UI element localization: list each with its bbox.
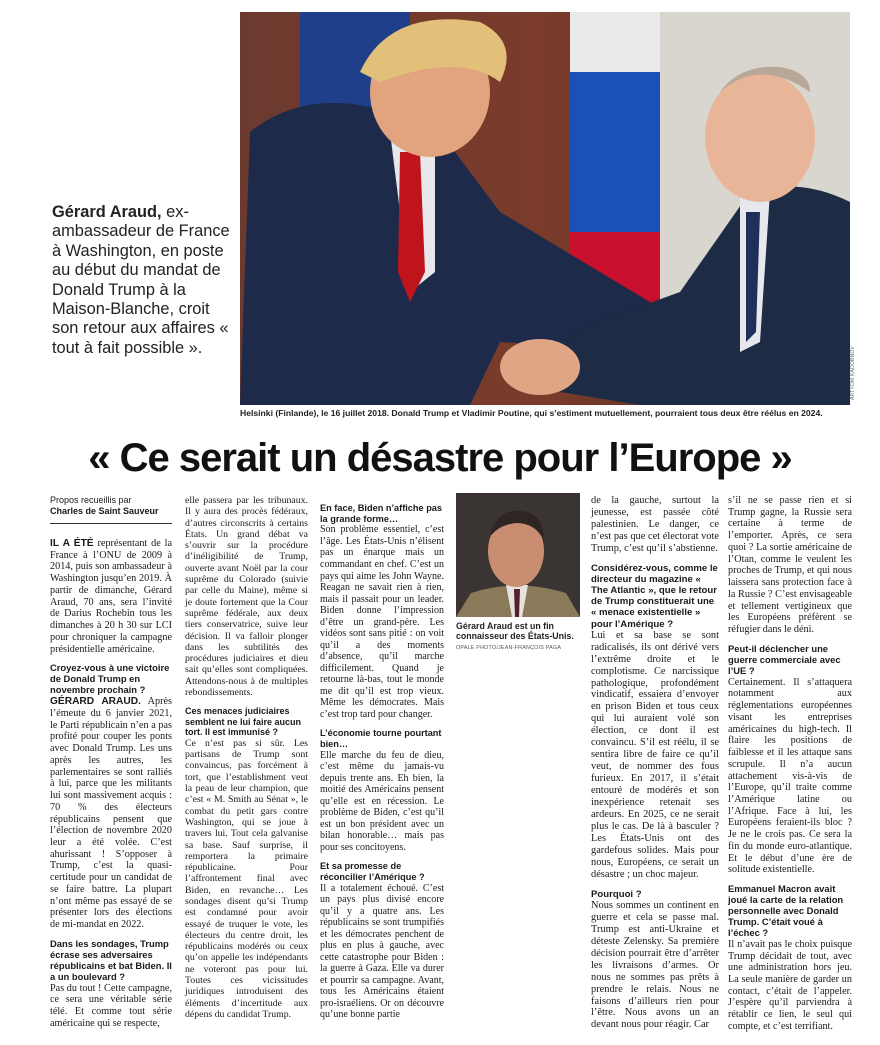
photo-illustration [240, 12, 850, 405]
answer-7: Lui et sa base se sont radicalisés, ils ont dérivé vers l’extrême droite et le complotisme. Ce narcissique pathologique, profondément vindicatif, essaiera d’envoyer en prison Biden et tous ceux qui lui auraient volé son élection, ce dont il est convaincu. S’il est réélu, il se sentira libre de faire ce qu’il veut, de nommer des fous furieux. En 2017, il s’était entouré de modérés et son inexpérience retenait ses ardeurs. En 2025, ce ne serait plus le cas. De là à basculer ? Les États-Unis ont des gardefous solides. Mais pour nous, Européens, ce serait un désastre ; un choc majeur. [591, 629, 719, 880]
question-7: Considérez-vous, comme le directeur du magazine « The Atlantic », que le retour de Trump constituerait une « menace existentielle » pour l’Amérique ? [591, 562, 718, 630]
intro-text: ex-ambassadeur de France à Washington, en poste au début du mandat de Donald Trump à la Maison-Blanche, croit son retour aux affaires « tout à fait possible ». [52, 203, 230, 357]
photo-credit: ARTYOM KADOBNOV [850, 345, 856, 400]
question-5: L’économie tourne pourtant bien… [320, 728, 442, 749]
intro-name: Gérard Araud, [52, 203, 162, 221]
column-1 [50, 495, 172, 1030]
question-4: En face, Biden n’affiche pas la grande forme… [320, 503, 443, 524]
answer-1-text: Après l’émeute du 6 janvier 2021, le Parti républicain n’en a pas profité pour couper les ponts avec Donald Trump. Les uns après les autres, les parlementaires se sont ralliés à lui, parce que les militants lui sont massivement acquis : 70 % des électeurs républicains pensent que l’élection de novembre 2020 leur a été volée. C’est ahurissant ! S’opposer à Trump, c’est la quasi-certitude pour un candidat de se faire battre. La plupart n’ont même pas essayé de se présenter lors des élections de mi-mandat en 2022. [50, 696, 172, 931]
portrait-caption: Gérard Araud est un fin connaisseur des États-Unis. [456, 621, 574, 642]
answer-5: Elle marche du feu de dieu, c’est même du jamais-vu depuis trente ans. Eh bien, la moitié des Américains pensent qu’elle est en récession. Le problème de Biden, c’est qu’il est un bon président avec un bilan honorable… mais pas pour ses concitoyens. [320, 749, 444, 853]
portrait-credit: OPALE PHOTO/JEAN-FRANÇOIS PAGA [456, 645, 562, 651]
question-10: Emmanuel Macron avait joué la carte de la relation personnelle avec Donald Trump. C’était voué à l’échec ? [728, 883, 844, 938]
byline [50, 495, 172, 524]
answer-8-start: Nous sommes un continent en guerre et cela se passe mal. Trump est anti-Ukraine et déteste Zelensky. Sa première décision pourrait être d’arrêter les livraisons d’armes. Or nous ne sommes pas prêts à prendre le relais. Nous ne faisons d’ailleurs rien pour l’être. Nous avons un an devant nous pour réagir. Car [591, 899, 719, 1031]
answer-9: Certainement. Il s’attaquera notamment aux réglementations européennes visant les entreprises américaines du high-tech. Il flaire les positions de faiblesse et il les attaque sans scrupule. Il n’a aucun attachement vis-à-vis de l’Europe, qu’il traite comme l’Amérique latine ou l’Afrique. Face à lui, les Européens feraient-ils bloc ? Je ne le crois pas. Ce sera la fin du monde euro-atlantique. Et le début d’une ère de solitude existentielle. [728, 676, 852, 876]
byline-author: Charles de Saint Sauveur [50, 506, 159, 516]
main-photo [240, 12, 850, 405]
photo-caption: Helsinki (Finlande), le 16 juillet 2018. Donald Trump et Vladimir Poutine, qui s’estiment mutuellement, pourraient tous deux être réélus en 2024. [240, 408, 823, 418]
question-3: Ces menaces judiciaires semblent ne lui faire aucun tort. Il est immunisé ? [185, 706, 302, 738]
column-3 [320, 495, 444, 1021]
portrait-illustration [456, 493, 580, 617]
headline: « Ce serait un désastre pour l’Europe » [88, 436, 792, 480]
question-8: Pourquoi ? [591, 888, 642, 900]
column-2 [185, 495, 308, 1020]
question-6: Et sa promesse de réconcilier l’Amérique ? [320, 861, 425, 882]
lead-cap: IL A ÉTÉ [50, 538, 94, 549]
answer-1 [50, 696, 172, 931]
byline-prefix: Propos recueillis par [50, 495, 132, 505]
question-1: Croyez-vous à une victoire de Donald Trump en novembre prochain ? [50, 662, 170, 696]
answer-speaker: GÉRARD ARAUD. [50, 696, 141, 708]
answer-2-cont: elle passera par les tribunaux. Il y aura des procès fédéraux, d’autres circonscrits à certains États. Un grand débat va s’ouvrir sur la procédure d’inéligibilité de Trump, ouverte avant Noël par la cour suprême du Colorado (suivie par celle du Maine), même si je doute fortement que la Cour suprême fédérale, aux deux tiers conservatrice, suive leur décision. Il va falloir plonger dans les subtilités des procédures judiciaires et dieu sait qu’elles sont compliquées. Attendons-nous à de multiples rebondissements. [185, 495, 308, 699]
column-4 [591, 495, 719, 1031]
intro-block [52, 203, 237, 358]
answer-8-cont: s’il ne se passe rien et si Trump gagne, la Russie sera certaine à terme de l’emporter. Après, ce sera quoi ? La sortie américaine de l’Otan, comme le veulent les proches de Trump, et qui nous laissera sans protection face à la Russie ? C’est envisageable et tellement vertigineux que les Européens préfèrent se réfugier dans le déni. [728, 495, 852, 636]
column-5 [728, 495, 852, 1033]
answer-3: Ce n’est pas si sûr. Les partisans de Trump sont convaincus, pas forcément à tort, que l’establishment veut la peau de leur champion, que c’est « M. Smith au Sénat », le combat du petit gars contre Washington, qui se joue à travers lui. Tout cela galvanise sa base. Sauf surprise, il remportera la primaire républicaine. Pour l’affrontement final avec Biden, en revanche… Les sondages disent qu’si Trump est condamné pour avoir essayé de truquer le vote, les électeurs du centre droit, les républicains modérés ou ceux qu’on appelle les indépendants ne voteront pas pour lui. Toutes ces vicissitudes juridiques introduisent des éléments d’incertitude aux dépens du candidat Trump. [185, 737, 308, 1020]
question-9: Peut-il déclencher une guerre commerciale avec l’UE ? [728, 642, 841, 676]
question-2: Dans les sondages, Trump écrase ses adversaires républicains et bat Biden. Il a un boulevard ? [50, 937, 172, 982]
lead-text: représentant de la France à l’ONU de 2009 à 2014, puis son ambassadeur à Washington jusqu’en 2019. À partir de dimanche, Gérard Araud, 70 ans, sera l’invité de Darius Rochebin tous les dimanches à 20 h 30 sur LCI pour chroniquer la campagne présidentielle américaine. [50, 538, 172, 655]
lead-paragraph [50, 538, 172, 655]
portrait-photo [456, 493, 580, 617]
answer-6-start: Il a totalement échoué. C’est un pays plus divisé encore qu’il y a quatre ans. Les républicains se sont trumpifiés et les démocrates penchent de plus en plus à gauche, avec cette catastrophe pour Biden : la guerre à Gaza. Elle va durer et pourrir sa campagne. Avant, tous les Américains étaient pro-israéliens. Or on découvre qu’une bonne partie [320, 882, 444, 1021]
answer-6-cont: de la gauche, surtout la jeunesse, est passée côté palestinien. Le danger, ce n’est pas que cet électorat vote Trump, c’est qu’il s’abstienne. [591, 495, 719, 554]
answer-10: Il n’avait pas le choix puisque Trump décidait de tout, avec une administration hors jeu. La seule manière de garder un contact, c’était de l’appeler. J’espère qu’il parviendra à rétablir ce lien, le seul qui compte, et c’est terrifiant. [728, 938, 852, 1032]
answer-4: Son problème essentiel, c’est l’âge. Les États-Unis n’élisent pas un énarque mais un commandant en chef. C’est un pays qui aime les John Wayne. Reagan ne savait rien à rien, mais il passait pour un leader. Biden donne l’impression d’être un grand-père. Les vidéos sont sans pitié : on voit qu’il a des moments d’absence, qu’il marche difficilement. Quand je retourne là-bas, tout le monde me dit qu’il est trop vieux. Même les démocrates. Mais c’est trop tard pour changer. [320, 524, 444, 720]
answer-2-start: Pas du tout ! Cette campagne, ce sera une véritable série télé. Et comme tout série américaine qui se respecte, [50, 982, 172, 1029]
